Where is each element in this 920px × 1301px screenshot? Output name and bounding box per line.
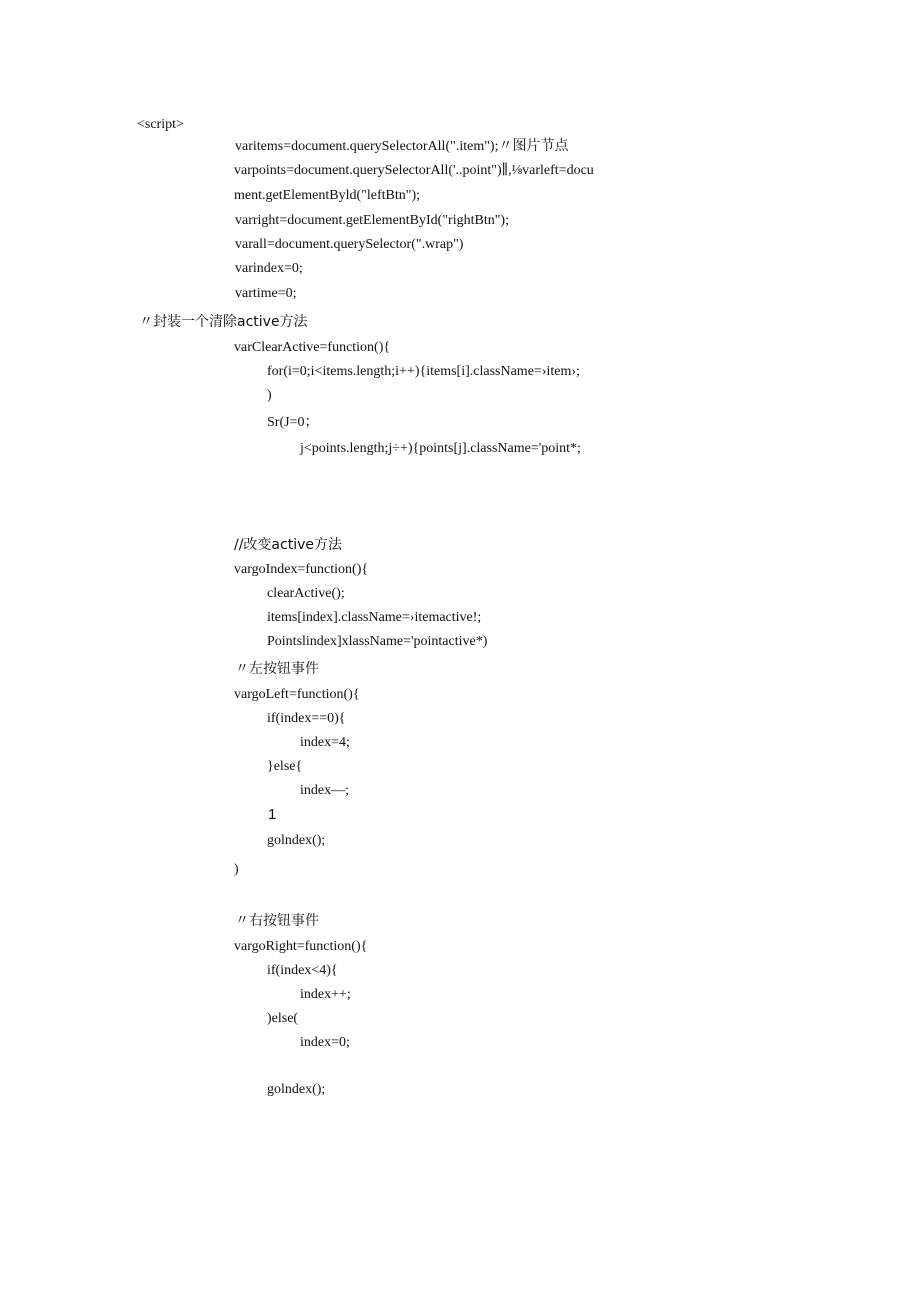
- code-line-clearactive-call: clearActive();: [267, 586, 345, 601]
- code-line-varpoints: varpoints=document.querySelectorAll('..point")∥,⅛varleft=docu: [234, 163, 594, 178]
- code-line-getelement-left: ment.getElementByld("leftBtn");: [234, 188, 420, 203]
- code-line-else-2: )else(: [267, 1011, 299, 1026]
- code-line-items-loop: for(i=0;i<items.length;i++){items[i].className=›item›;: [267, 364, 580, 379]
- code-line-index-increment: index++;: [300, 987, 351, 1002]
- comment-right-button: 〃右按钮事件: [235, 913, 319, 929]
- code-line-points-active: Pointslindex]xlassName='pointactive*): [267, 634, 488, 649]
- comment-clear-active: 〃封装一个清除active方法: [139, 314, 308, 330]
- code-line-varright: varright=document.getElementById("rightBtn");: [235, 213, 509, 228]
- code-line-else-1: }else{: [267, 759, 303, 774]
- comment-change-active: //改变active方法: [234, 537, 342, 553]
- code-line-points-loop: j<points.length;j÷+){points[j].className='point*;: [300, 441, 581, 456]
- code-line-items-active: items[index].className=›itemactive!;: [267, 610, 482, 625]
- code-line-close-paren-2: ): [234, 862, 239, 877]
- code-line-varindex: varindex=0;: [235, 261, 303, 276]
- code-line-if-index-zero: if(index==0){: [267, 711, 346, 726]
- code-line-index-four: index=4;: [300, 735, 350, 750]
- code-line-sr-loop: Sr(J=0；: [267, 415, 319, 430]
- code-line-index-reset: index=0;: [300, 1035, 350, 1050]
- code-line-stray-one: 1: [268, 806, 277, 823]
- code-line-close-paren-1: ): [267, 388, 272, 403]
- code-line-goindex-call-1: golndex();: [267, 833, 326, 848]
- code-line-goleft-decl: vargoLeft=function(){: [234, 687, 360, 702]
- code-line-goright-decl: vargoRight=function(){: [234, 939, 368, 954]
- code-line-vartime: vartime=0;: [235, 286, 297, 301]
- code-line-clearactive-decl: varClearActive=function(){: [234, 340, 391, 355]
- code-line-goindex-call-2: golndex();: [267, 1082, 326, 1097]
- comment-left-button: 〃左按钮事件: [235, 661, 319, 677]
- code-line-varitems: varitems=document.querySelectorAll(".item");〃图片节点: [235, 139, 569, 154]
- code-line-index-decrement: index—;: [300, 783, 349, 798]
- code-line-varall: varall=document.querySelector(".wrap"): [235, 237, 464, 252]
- code-line-script-open: <script>: [137, 117, 184, 132]
- code-line-goindex-decl: vargoIndex=function(){: [234, 562, 369, 577]
- code-line-if-index-lt4: if(index<4){: [267, 963, 338, 978]
